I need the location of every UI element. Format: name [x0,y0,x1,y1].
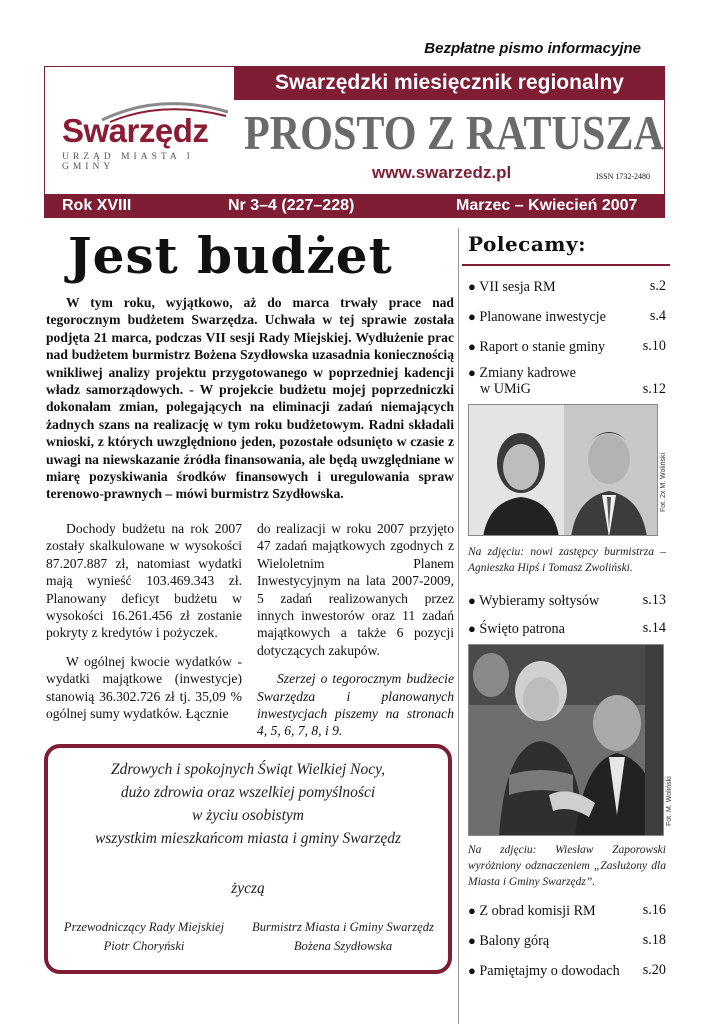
bullet-icon: ● [468,365,476,380]
bullet-icon: ● [468,621,476,636]
photo-caption: Na zdjęciu: nowi zastępcy burmistrza – Agnieszka Hipś i Tomasz Zwoliński. [468,546,666,574]
issue-number: Nr 3–4 (227–228) [228,197,355,214]
toc-label: Święto patrona [479,621,565,637]
toc-label: Raport o stanie gminy [479,339,606,355]
toc-label: Planowane inwestycje [479,309,606,325]
photo-award-ceremony-image [469,645,664,836]
article-paragraph: W ogólnej kwocie wydatków - wydatki majątkowe (inwestycje) stanowią 36.302.726 zł tj. 35,09 % ogólnej sumy wydatków. Łącznie [46,653,242,722]
logo-wordmark: Swarzędz [62,112,209,149]
photo-credit: Fot. 2x M. Woliński [660,453,667,512]
issue-year: Rok XVIII [62,197,132,214]
bullet-icon: ● [468,339,476,354]
toc-page: s.20 [642,962,666,978]
signature-title: Burmistrz Miasta i Gminy Swarzędz [252,920,434,934]
article-column-left [46,520,242,733]
greeting-wish: życzą [231,880,265,897]
masthead-title: PROSTO Z RATUSZA [244,105,664,160]
greeting-line: dużo zdrowia oraz wszelkiej pomyślności [120,784,376,801]
photo-caption: Na zdjęciu: Wiesław Zaporowski wyróżniony odznaczeniem „Zasłużony dla Miasta i Gminy Swarzędz”. [468,844,666,888]
toc-page: s.13 [642,592,666,608]
signature-title: Przewodniczący Rady Miejskiej [63,920,225,934]
article-paragraph: Dochody budżetu na rok 2007 zostały skalkulowane w wysokości 87.207.887 zł, natomiast wydatki mają wynieść 103.469.343 zł. Planowany deficyt budżetu w wysokości 16.261.456 zł zostanie pokryty z kredytów i pożyczek. [46,521,242,641]
toc-page: s.16 [642,902,666,918]
signature-name: Bożena Szydłowska [293,939,393,953]
article-paragraph: do realizacji w roku 2007 przyjęto 47 zadań majątkowych zgodnych z Wieloletnim Planem Inwestycyjnym na lata 2007-2009, 5 zadań realizowanych przez innych inwestorów oraz 11 zadań majątkowych a także 6 pozycji dotyczących zakupów. [257,521,454,658]
issn-number: ISSN 1732-2480 [596,172,651,181]
toc-page: s.2 [649,278,666,294]
website-link[interactable]: www.swarzedz.pl [372,163,512,182]
sidebar-title: Polecamy: [468,232,586,256]
toc-label: Pamiętajmy o dowodach [479,963,620,979]
photo-award-ceremony [468,644,664,836]
photo-credit: Fot. M. Woliński [666,776,673,826]
signature-mayor [238,918,448,956]
toc-label: VII sesja RM [479,279,556,295]
signature-name: Piotr Choryński [103,939,185,953]
bullet-icon: ● [468,279,476,294]
article-reference-note: Szerzej o tegorocznym budżecie Swarzędza i planowanych inwestycjach piszemy na stronach 4, 5, 6, 7, 8, i 9. [257,671,454,739]
bullet-icon: ● [468,309,476,324]
toc-page: s.18 [642,932,666,948]
issue-date: Marzec – Kwiecień 2007 [456,197,638,214]
signature-council-chair [54,918,234,956]
photo-deputy-mayors [468,404,658,536]
toc-page: s.4 [649,308,666,324]
toc-page: s.10 [642,338,666,354]
bullet-icon: ● [468,593,476,608]
article-lead: W tym roku, wyjątkowo, aż do marca trwały prace nad tegorocznym budżetem Swarzędza. Uchwała w tej sprawie została podjęta 21 marca, podczas VII sesji Rady Miejskiej. Wydłużenie prac nad budżetem burmistrz Bożena Szydłowska uzasadnia koniecznością wnikliwej analizy projektu przygotowanego w poprzedniej kadencji władz samorządowych. - W projekcie budżetu mojej poprzedniczki dokonałam zmian, polegających na eliminacji zadań niemających żadnych szans na realizację w tym roku budżetowym. Radni składali wnioski, z których uwzględniono jeden, pozostałe odsunięto w czasie z uwagi na niewskazanie źródła finansowania, ale będą uwzględniane w miarę pozyskiwania środków finansowych i uregulowania spraw terenowo-prawnych – mówi burmistrz Szydłowska. [46,295,454,502]
toc-page: s.14 [642,620,666,636]
toc-item[interactable] [468,364,666,400]
greeting-line: w życiu osobistym [192,807,304,824]
toc-label: Z obrad komisji RM [479,903,596,919]
bullet-icon: ● [468,903,476,918]
article-column-middle [257,520,454,751]
toc-label: Zmiany kadrowe [479,365,576,381]
sidebar-rule [462,264,670,266]
swarzedz-logo [60,98,228,172]
free-publication-note: Bezpłatne pismo informacyjne [424,40,641,57]
toc-page: s.12 [642,381,666,397]
greeting-line: wszystkim mieszkańcom miasta i gminy Swarzędz [94,830,402,847]
photo-deputy-mayors-image [469,405,658,536]
bullet-icon: ● [468,933,476,948]
toc-label: Wybieramy sołtysów [479,593,600,609]
easter-greeting-box [44,744,452,974]
column-divider [458,228,459,1024]
toc-label: Balony górą [479,933,550,949]
toc-label-continued: w UMiG [480,381,531,397]
bullet-icon: ● [468,963,476,978]
greeting-line: Zdrowych i spokojnych Świąt Wielkiej Nocy, [110,761,386,778]
article-headline: Jest budżet [68,226,393,285]
logo-subtitle: URZĄD MIASTA I GMINY [62,152,194,172]
issue-info-band [44,194,665,218]
region-title-band: Swarzędzki miesięcznik regionalny [234,66,665,100]
